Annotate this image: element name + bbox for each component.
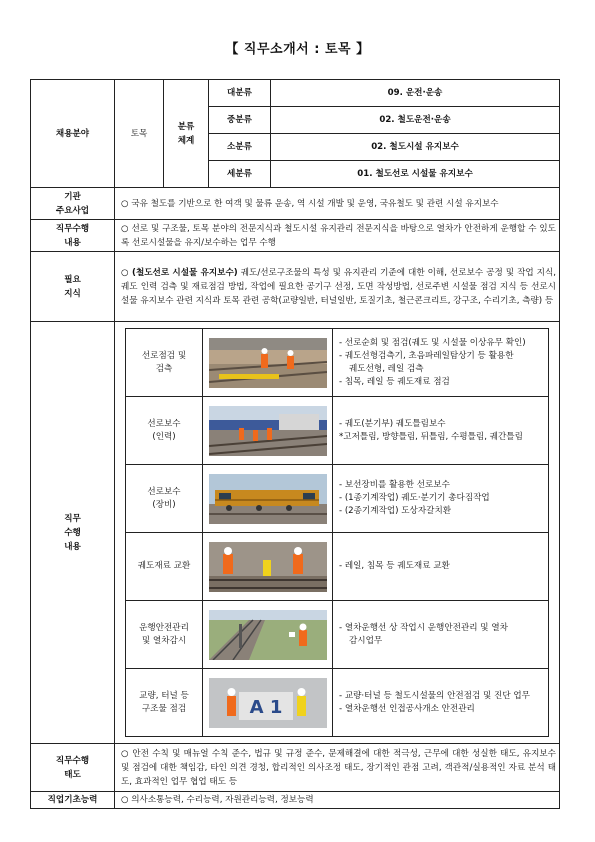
duty-row [126, 465, 549, 533]
duty-name: 선로점검 및 검측 [126, 329, 203, 397]
job-description-table [30, 79, 560, 809]
train-watch-photo [209, 610, 327, 660]
duty-desc: - 레일, 침목 등 궤도재료 교환 [333, 533, 549, 601]
duties-label: 직무 수행 내용 [31, 322, 115, 744]
duty-summary-label: 직무수행 내용 [31, 220, 115, 252]
knowledge-body: 궤도/선로구조물의 특성 및 유지관리 기준에 대한 이해, 선로보수 공정 및 작업 지식, 궤도 인력 검측 및 재료점검 방법, 작업에 필요한 공기구 선정, 도면 작성방법, 선로주변 시설물 점검 지식 등 선로시설물 유지보수 관련 지식과 토목 관련 공학(교량일반, 터널일반, 토질기초, 철근콘크리트, 강구조, 수리기초, 측량) 등 [121, 267, 556, 306]
duty-summary-text: ○ 선로 및 구조물, 토목 분야의 전문지식과 철도시설 유지관리 전문지식을 바탕으로 열차가 안전하게 운행할 수 있도록 선로시설물을 유지/보수하는 업무 수행 [115, 220, 560, 252]
duty-name: 운행안전관리 및 열차감시 [126, 601, 203, 669]
duty-row [126, 533, 549, 601]
attitude-label: 직무수행 태도 [31, 744, 115, 792]
duty-desc: - 교량·터널 등 철도시설물의 안전점검 및 진단 업무 - 열차운행선 인접공사개소 안전관리 [333, 669, 549, 737]
duty-desc: - 궤도(분기부) 궤도틀림보수 *고저틀림, 방향틀림, 뒤틀림, 수평틀림, 궤간틀림 [333, 397, 549, 465]
business-text: ○ 국유 철도를 기반으로 한 여객 및 물류 운송, 역 시설 개발 및 운영, 국유철도 및 관련 시설 유지보수 [115, 188, 560, 220]
duty-row [126, 601, 549, 669]
duty-photo-cell [203, 601, 333, 669]
structure-inspection-photo [209, 678, 327, 728]
duty-name: 선로보수 (인력) [126, 397, 203, 465]
field-label: 채용분야 [31, 80, 115, 188]
class-label-major: 대분류 [209, 80, 271, 107]
class-value-detail: 01. 철도선로 시설물 유지보수 [271, 161, 560, 188]
duty-name: 선로보수 (장비) [126, 465, 203, 533]
structure-marker-text: A 1 [249, 696, 283, 718]
attitude-text: ○ 안전 수칙 및 매뉴얼 수칙 준수, 법규 및 규정 준수, 문제해결에 대한 적극성, 근무에 대한 성실한 태도, 유지보수 및 점검에 대한 책임감, 타인 의견 경청, 합리적인 의사조정 태도, 장기적인 관점 고려, 객관적/실용적인 자료 분석 태도, 효과적인 업무 협업 태도 등 [115, 744, 560, 792]
track-material-replacement-photo [209, 542, 327, 592]
knowledge-text [115, 252, 560, 322]
business-label: 기관 주요사업 [31, 188, 115, 220]
knowledge-label: 필요 지식 [31, 252, 115, 322]
duty-desc: - 열차운행선 상 작업시 운행안전관리 및 열차 감시업무 [333, 601, 549, 669]
duty-photo-cell [203, 533, 333, 601]
knowledge-bold: ○ (철도선로 시설물 유지보수) [121, 267, 238, 278]
duties-cell [115, 322, 560, 744]
class-value-minor: 02. 철도시설 유지보수 [271, 134, 560, 161]
class-label-middle: 중분류 [209, 107, 271, 134]
class-value-major: 09. 운전·운송 [271, 80, 560, 107]
track-inspection-photo [209, 338, 327, 388]
duty-row [126, 669, 549, 737]
basic-ability-label: 직업기초능력 [31, 792, 115, 809]
manual-track-repair-photo [209, 406, 327, 456]
duty-desc: - 보선장비를 활용한 선로보수 - (1종기계작업) 궤도·분기기 총다짐작업 - (2종기계작업) 도상자갈치환 [333, 465, 549, 533]
duty-table [125, 328, 549, 737]
duty-photo-cell [203, 397, 333, 465]
class-value-middle: 02. 철도운전·운송 [271, 107, 560, 134]
duty-photo-cell [203, 465, 333, 533]
class-label-minor: 소분류 [209, 134, 271, 161]
duty-name: 교량, 터널 등 구조물 점검 [126, 669, 203, 737]
duty-photo-cell [203, 669, 333, 737]
duty-photo-cell [203, 329, 333, 397]
field-value: 토목 [115, 80, 164, 188]
class-label-detail: 세분류 [209, 161, 271, 188]
basic-ability-text: ○ 의사소통능력, 수리능력, 자원관리능력, 정보능력 [115, 792, 560, 809]
system-label: 분류 체계 [164, 80, 209, 188]
duty-row [126, 329, 549, 397]
duty-name: 궤도재료 교환 [126, 533, 203, 601]
equipment-track-repair-photo [209, 474, 327, 524]
duty-row [126, 397, 549, 465]
duty-desc: - 선로순회 및 점검(궤도 및 시설물 이상유무 확인) - 궤도선형검측기, 초음파레일탐상기 등 활용한 궤도선형, 레일 검측 - 침목, 레일 등 궤도재료 점검 [333, 329, 549, 397]
page-title: 【 직무소개서 : 토목 】 [225, 42, 370, 57]
